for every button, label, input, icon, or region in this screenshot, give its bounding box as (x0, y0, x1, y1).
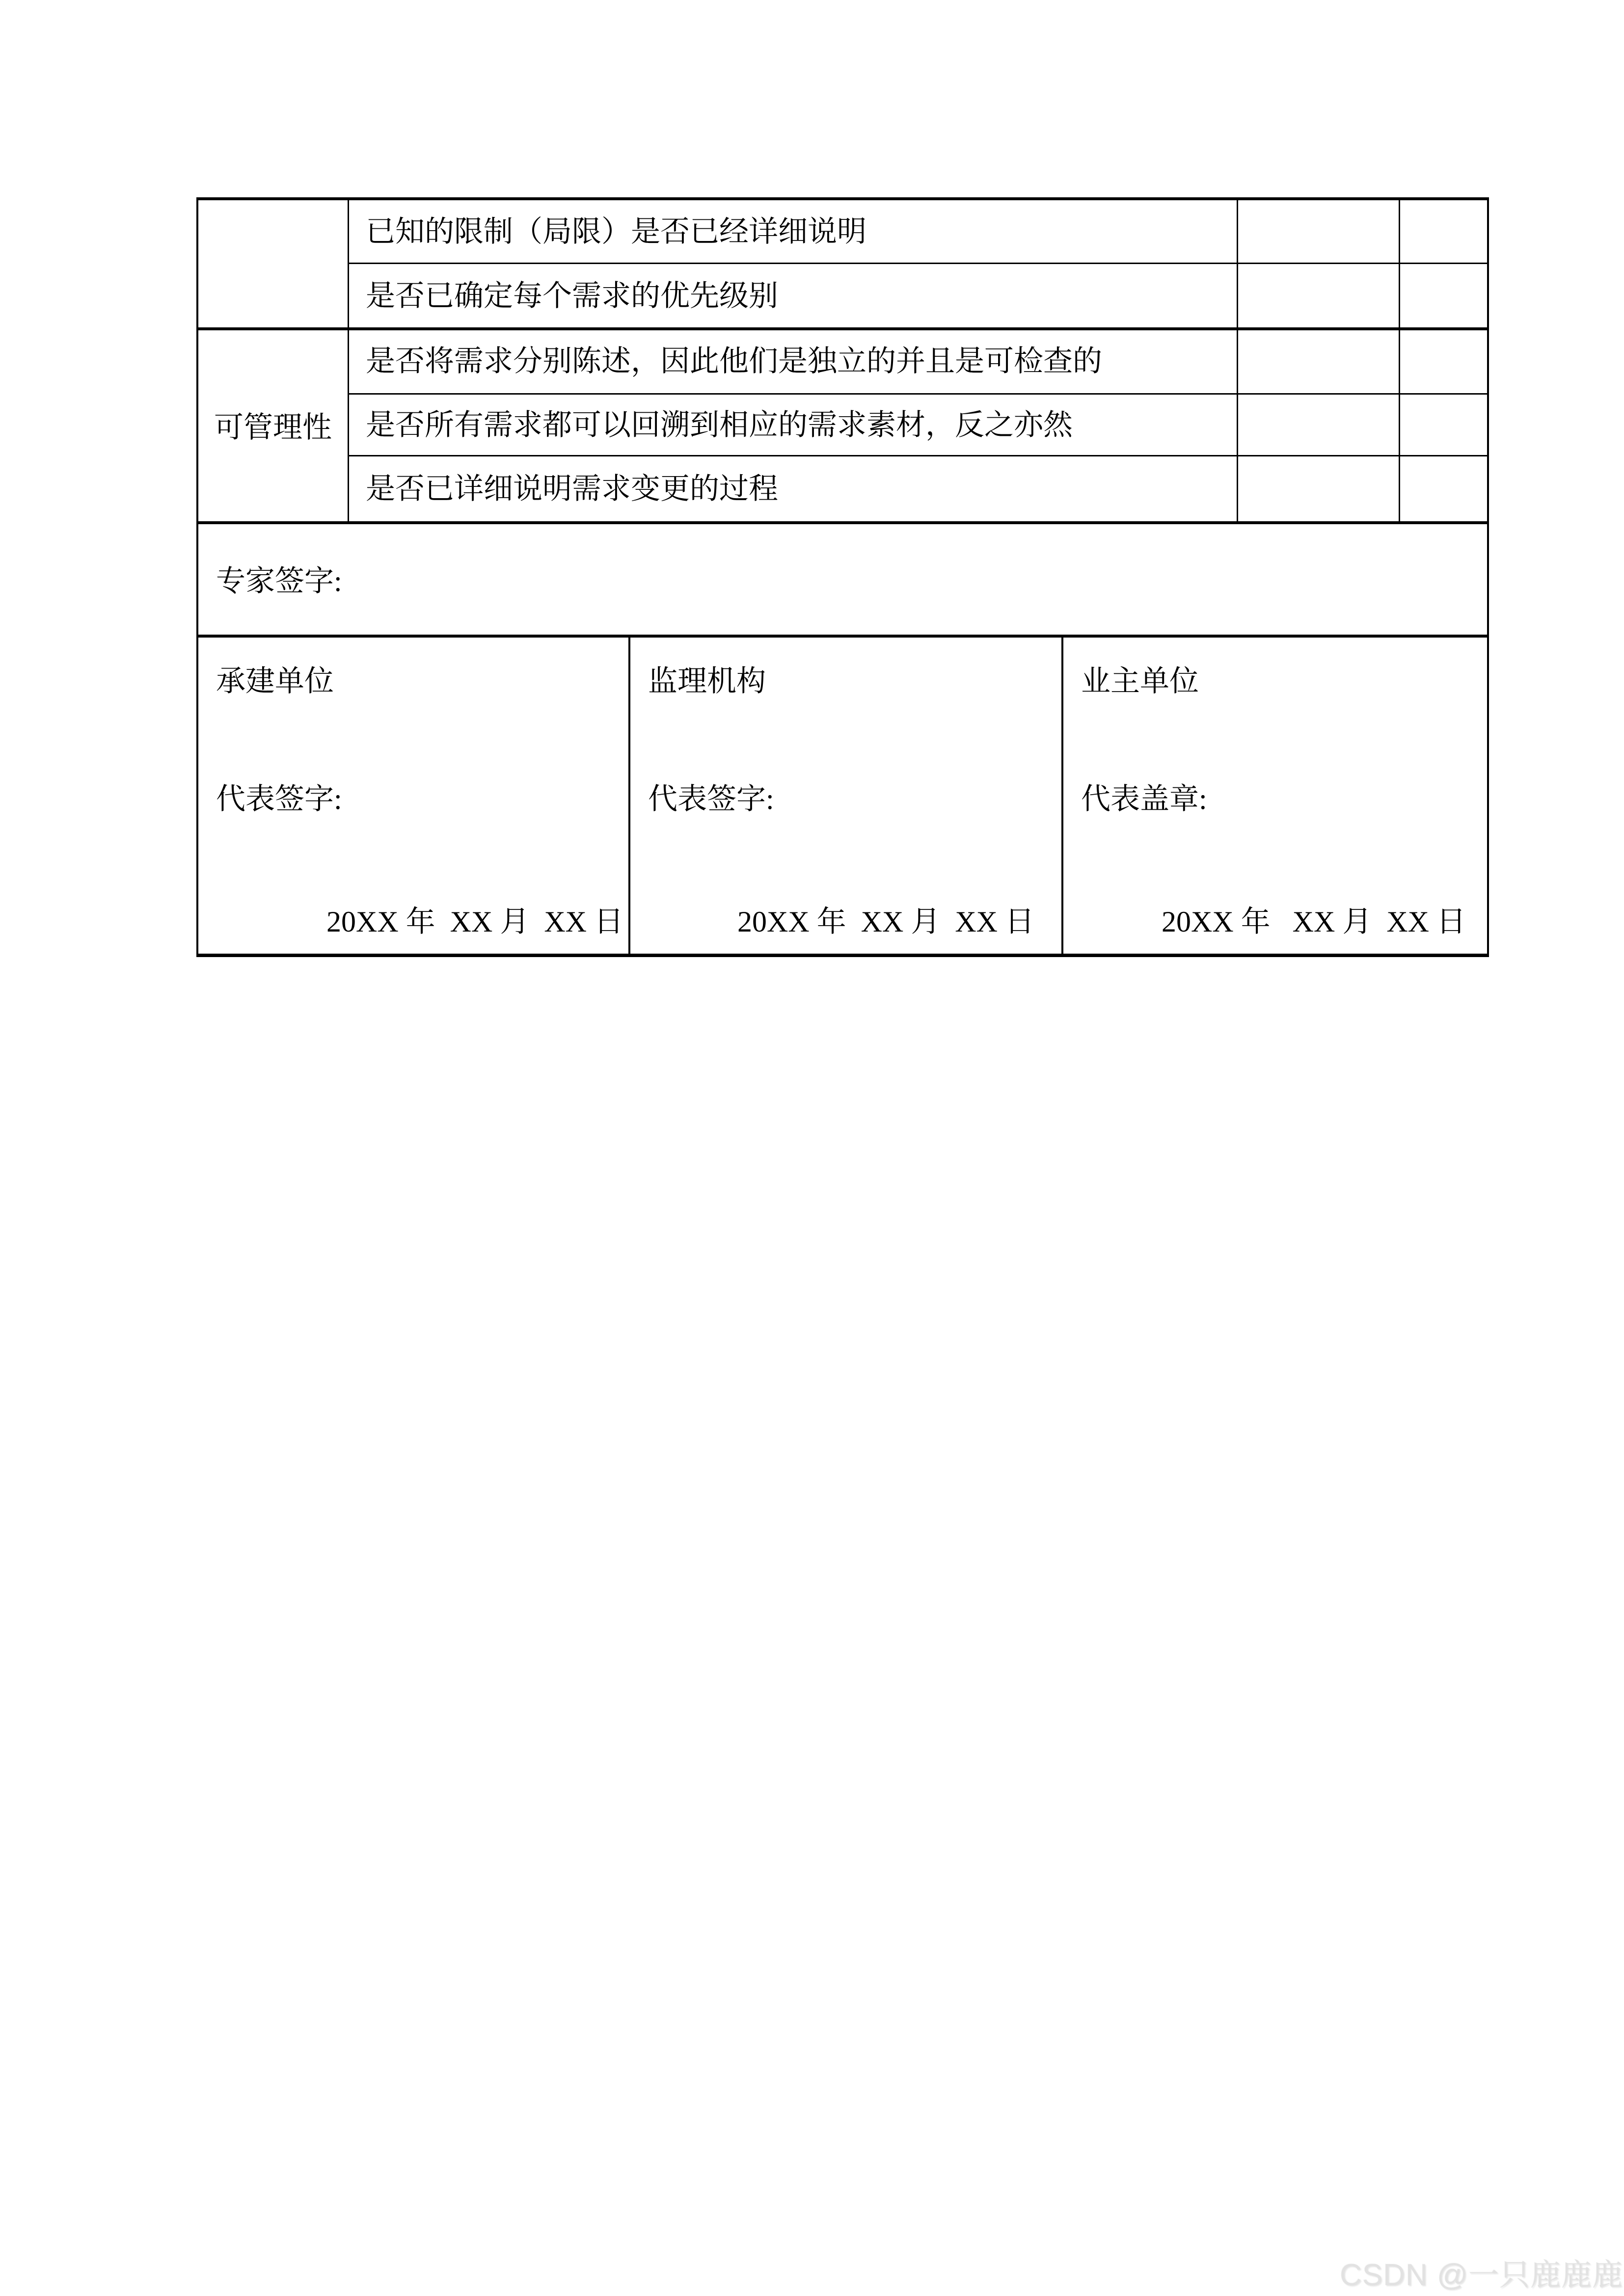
signature-cell-owner (1063, 638, 1487, 954)
date-placeholder: 20XX 年 XX 月 XX 日 (1162, 906, 1466, 938)
rep-signature-label: 代表签字: (216, 783, 342, 815)
signature-cell-contractor (198, 638, 628, 954)
remark-cell (1400, 264, 1487, 327)
csdn-watermark: CSDN @一只鹿鹿鹿 (1340, 2258, 1623, 2292)
category-cell-empty (198, 200, 348, 327)
expert-signature-cell: 专家签字: (216, 565, 342, 597)
date-placeholder: 20XX 年 XX 月 XX 日 (737, 906, 1034, 938)
question-cell: 是否将需求分别陈述，因此他们是独立的并且是可检查的 (366, 345, 1102, 377)
rep-signature-label: 代表签字: (648, 783, 774, 815)
remark-cell (1400, 200, 1487, 263)
question-cell: 是否已确定每个需求的优先级别 (366, 279, 778, 312)
rep-seal-label: 代表盖章: (1081, 783, 1207, 815)
check-cell (1238, 395, 1399, 455)
signature-cell-supervisor (630, 638, 1061, 954)
org-name-label: 监理机构 (648, 665, 766, 697)
date-placeholder: 20XX 年 XX 月 XX 日 (326, 906, 623, 938)
check-cell (1238, 456, 1399, 521)
check-cell (1238, 264, 1399, 327)
category-column-divider (348, 200, 349, 523)
remark-cell (1400, 329, 1487, 393)
question-cell: 是否已详细说明需求变更的过程 (366, 473, 778, 505)
remark-cell (1400, 395, 1487, 455)
category-cell-manageability: 可管理性 (214, 411, 332, 444)
remark-cell (1400, 456, 1487, 521)
question-cell: 已知的限制（局限）是否已经详细说明 (366, 215, 866, 248)
review-checklist-table (196, 197, 1489, 957)
check-cell (1238, 329, 1399, 393)
org-name-label: 业主单位 (1081, 665, 1199, 697)
check-cell (1238, 200, 1399, 263)
org-name-label: 承建单位 (216, 665, 334, 697)
question-cell: 是否所有需求都可以回溯到相应的需求素材，反之亦然 (366, 408, 1073, 441)
